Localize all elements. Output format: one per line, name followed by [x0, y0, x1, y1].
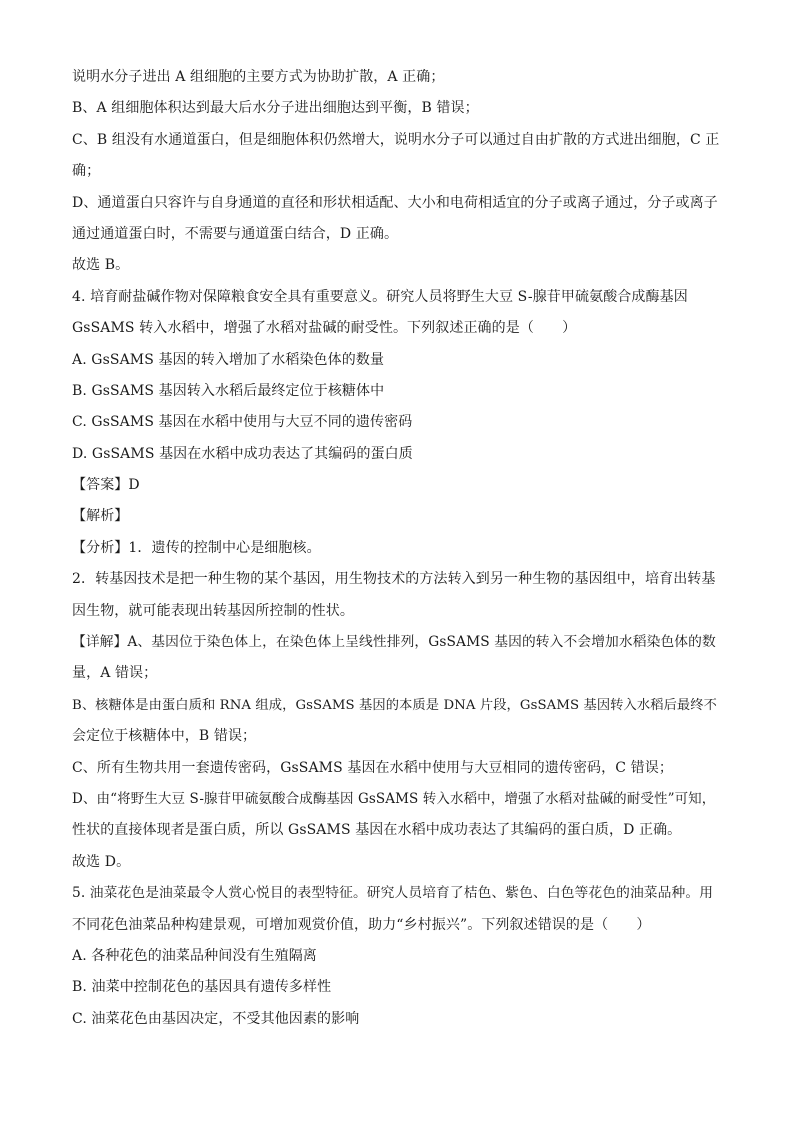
text-line: 性状的直接体现者是蛋白质，所以 GsSAMS 基因在水稻中成功表达了其编码的蛋白质，D 正确。: [72, 822, 682, 839]
text-line: 通过通道蛋白时，不需要与通道蛋白结合，D 正确。: [72, 225, 399, 242]
text-line: 确；: [72, 163, 101, 180]
text-line: 会定位于核糖体中，B 错误；: [72, 728, 257, 745]
text-line: 因生物，就可能表现出转基因所控制的性状。: [72, 602, 354, 619]
text-line: 说明水分子进出 A 组细胞的主要方式为协助扩散，A 正确；: [72, 69, 445, 85]
text-line: B、核糖体是由蛋白质和 RNA 组成，GsSAMS 基因的本质是 DNA 片段，GsSAMS 基因转入水稻后最终不: [72, 697, 717, 713]
text-line: 故选 D。: [72, 853, 131, 870]
text-line: 2．转基因技术是把一种生物的某个基因，用生物技术的方法转入到另一种生物的基因组中，培育出转基: [72, 571, 716, 588]
text-line: 量，A 错误；: [72, 665, 158, 682]
question-4-stem: 4. 培育耐盐碱作物对保障粮食安全具有重要意义。研究人员将野生大豆 S-腺苷甲硫氨酸合成酶基因: [72, 288, 688, 305]
question-5-option-c: C. 油菜花色由基因决定，不受其他因素的影响: [72, 1010, 360, 1027]
analysis-label: 【解析】: [72, 508, 129, 525]
question-4-option-c: C. GsSAMS 基因在水稻中使用与大豆不同的遗传密码: [72, 414, 413, 431]
text-line: 故选 B。: [72, 257, 130, 274]
text-line: D、由“将野生大豆 S-腺苷甲硫氨酸合成酶基因 GsSAMS 转入水稻中，增强了水稻对盐碱的耐受性”可知，: [72, 790, 716, 807]
question-4-stem: GsSAMS 转入水稻中，增强了水稻对盐碱的耐受性。下列叙述正确的是（ ）: [72, 320, 577, 337]
text-line: C、所有生物共用一套遗传密码，GsSAMS 基因在水稻中使用与大豆相同的遗传密码，C 错误；: [72, 759, 673, 776]
text-line: 【分析】1．遗传的控制中心是细胞核。: [72, 539, 321, 556]
question-5-stem: 5. 油菜花色是油菜最令人赏心悦目的表型特征。研究人员培育了桔色、紫色、白色等花色的油菜品种。用: [72, 885, 714, 902]
document-page: [72, 62, 722, 1035]
text-line: C、B 组没有水通道蛋白，但是细胞体积仍然增大，说明水分子可以通过自由扩散的方式进出细胞，C 正: [72, 131, 720, 148]
text-line: B、A 组细胞体积达到最大后水分子进出细胞达到平衡，B 错误；: [72, 100, 479, 117]
question-5-option-b: B. 油菜中控制花色的基因具有遗传多样性: [72, 979, 332, 996]
question-5-stem: 不同花色油菜品种构建景观，可增加观赏价值，助力“乡村振兴”。下列叙述错误的是（ ）: [72, 916, 651, 933]
text-line: D、通道蛋白只容许与自身通道的直径和形状相适配、大小和电荷相适宜的分子或离子通过，分子或离子: [72, 194, 718, 211]
question-5-option-a: A. 各种花色的油菜品种间没有生殖隔离: [72, 947, 317, 964]
text-line: 【详解】A、基因位于染色体上，在染色体上呈线性排列，GsSAMS 基因的转入不会增加水稻染色体的数: [72, 634, 716, 651]
answer-label: 【答案】D: [72, 477, 140, 494]
question-4-option-b: B. GsSAMS 基因转入水稻后最终定位于核糖体中: [72, 382, 385, 399]
question-4-option-d: D. GsSAMS 基因在水稻中成功表达了其编码的蛋白质: [72, 445, 413, 462]
question-4-option-a: A. GsSAMS 基因的转入增加了水稻染色体的数量: [72, 351, 385, 368]
